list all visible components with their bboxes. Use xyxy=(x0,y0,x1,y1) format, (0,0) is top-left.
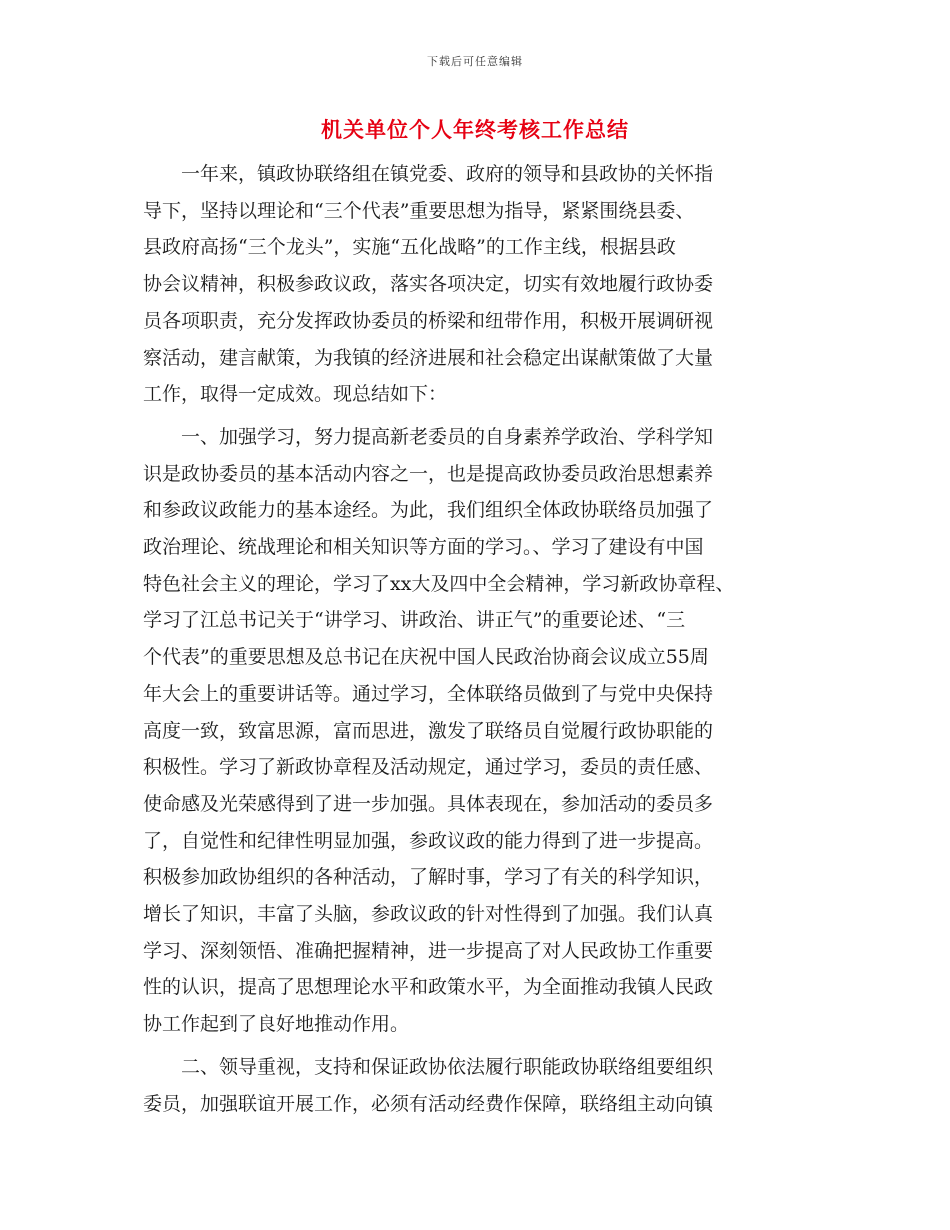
text-line-23: 性的认识，提高了思想理论水平和政策水平，为全面推动我镇人民政 xyxy=(143,976,714,999)
text-line-11: 政治理论、统战理论和相关知识等方面的学习。、学习了建设有中国 xyxy=(143,536,704,558)
text-line-4: 协会议精神，积极参政议政，落实各项决定，切实有效地履行政协委 xyxy=(143,273,714,296)
text-line-18: 使命感及光荣感得到了进一步加强。具体表现在，参加活动的委员多 xyxy=(143,792,714,815)
text-line-22: 学习、深刻领悟、准确把握精神，进一步提高了对人民政协工作重要 xyxy=(143,939,714,962)
text-line-8: 一、加强学习，努力提高新老委员的自身素养学政治、学科学知 xyxy=(181,425,714,448)
document-title: 机关单位个人年终考核工作总结 xyxy=(321,117,629,142)
text-line-6: 察活动，建言献策，为我镇的经济进展和社会稳定出谋献策做了大量 xyxy=(143,346,714,369)
text-line-21: 增长了知识，丰富了头脑，参政议政的针对性得到了加强。我们认真 xyxy=(143,903,714,925)
text-line-26: 委员，加强联谊开展工作，必须有活动经费作保障，联络组主动向镇 xyxy=(143,1092,714,1115)
text-line-16: 高度一致，致富思源，富而思进，激发了联络员自觉履行政协职能的 xyxy=(143,719,714,742)
text-line-3: 县政府高扬“三个龙头”，实施“五化战略”的工作主线，根据县政 xyxy=(143,236,676,259)
text-line-7: 工作，取得一定成效。现总结如下： xyxy=(143,383,448,406)
text-line-19: 了，自觉性和纪律性明显加强，参政议政的能力得到了进一步提高。 xyxy=(143,829,714,852)
text-line-13: 学习了江总书记关于“讲学习、讲政治、讲正气”的重要论述、“三 xyxy=(143,609,686,632)
text-line-24: 协工作起到了良好地推动作用。 xyxy=(143,1013,410,1036)
text-line-2: 导下，坚持以理论和“三个代表”重要思想为指导，紧紧围绕县委、 xyxy=(143,199,695,222)
text-line-25: 二、领导重视，支持和保证政协依法履行职能政协联络组要组织 xyxy=(181,1055,714,1078)
text-line-17: 积极性。学习了新政协章程及活动规定，通过学习，委员的责任感、 xyxy=(143,756,714,779)
text-line-20: 积极参加政协组织的各种活动，了解时事，学习了有关的科学知识， xyxy=(143,866,714,889)
text-line-10: 和参政议政能力的基本途经。为此，我们组织全体政协联络员加强了 xyxy=(143,499,714,522)
text-line-9: 识是政协委员的基本活动内容之一，也是提高政协委员政治思想素养 xyxy=(143,462,714,485)
text-line-14: 个代表”的重要思想及总书记在庆祝中国人民政治协商会议成立55周 xyxy=(143,646,709,669)
text-line-1: 一年来，镇政协联络组在镇党委、政府的领导和县政协的关怀指 xyxy=(181,163,714,185)
text-line-5: 员各项职责，充分发挥政协委员的桥梁和纽带作用，积极开展调研视 xyxy=(143,309,714,332)
header-note: 下载后可任意编辑 xyxy=(427,55,523,68)
text-line-15: 年大会上的重要讲话等。通过学习，全体联络员做到了与党中央保持 xyxy=(143,682,714,705)
text-line-12: 特色社会主义的理论，学习了xx大及四中全会精神，学习新政协章程、 xyxy=(143,572,735,595)
